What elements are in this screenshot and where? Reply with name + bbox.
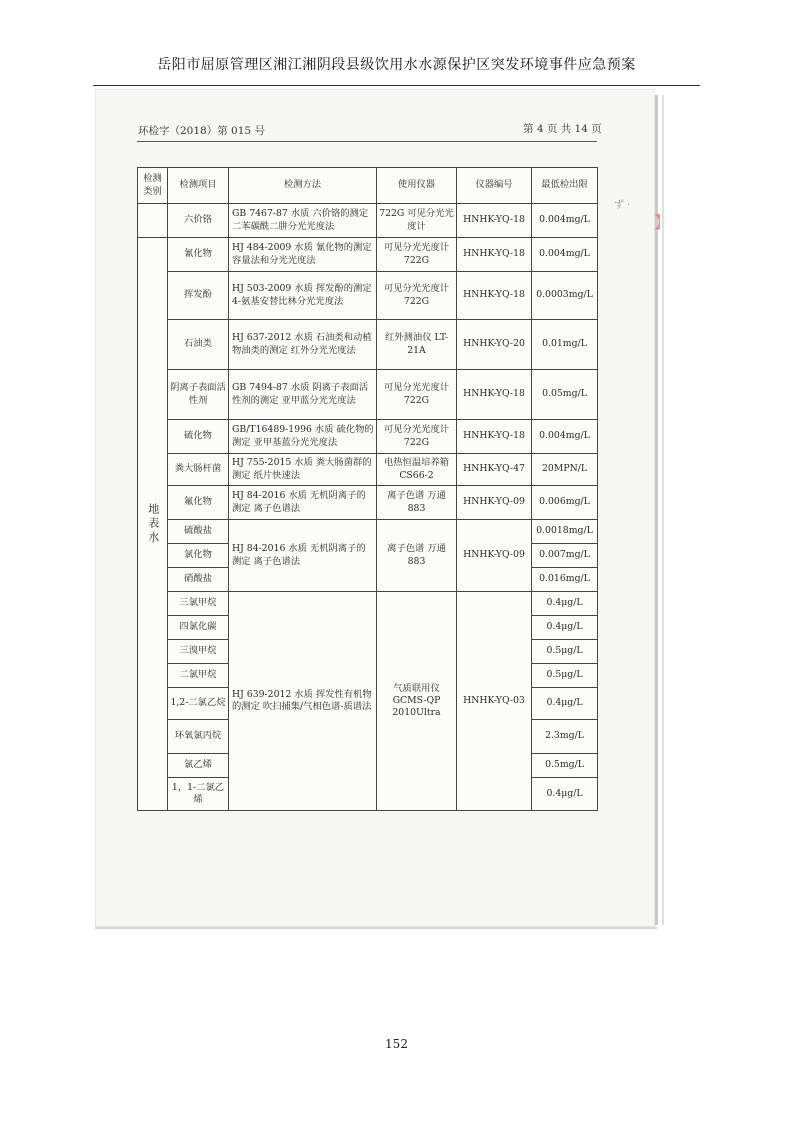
limit-cell: 0.007mg/L <box>532 544 598 568</box>
item-cell: 氟化物 <box>168 486 229 520</box>
method-cell: HJ 639-2012 水质 挥发性有机物的测定 吹扫捕集/气相色谱-质谱法 <box>229 592 377 811</box>
detection-table <box>137 167 598 811</box>
item-cell: 挥发酚 <box>168 272 229 320</box>
code-cell: HNHK-YQ-18 <box>457 272 532 320</box>
header-code: 仪器编号 <box>457 168 532 204</box>
instrument-cell: 可见分光光度计 722G <box>377 370 457 420</box>
instrument-cell: 722G 可见分光光度计 <box>377 204 457 238</box>
red-stamp-fragment: 】 <box>654 213 671 232</box>
method-cell: HJ 84-2016 水质 无机阴离子的测定 离子色谱法 <box>229 486 377 520</box>
item-cell: 四氯化碳 <box>168 616 229 640</box>
header-instrument: 使用仪器 <box>377 168 457 204</box>
code-cell: HNHK-YQ-09 <box>457 486 532 520</box>
limit-cell: 0.05mg/L <box>532 370 598 420</box>
item-cell: 二氯甲烷 <box>168 664 229 688</box>
table-row <box>138 370 598 420</box>
method-cell: HJ 637-2012 水质 石油类和动植物油类的测定 红外分光光度法 <box>229 320 377 370</box>
limit-cell: 2.3mg/L <box>532 720 598 754</box>
instrument-cell: 可见分光光度计 722G <box>377 272 457 320</box>
instrument-cell: 气质联用仪 GCMS-QP 2010Ultra <box>377 592 457 811</box>
report-rule <box>137 141 597 142</box>
method-cell: HJ 503-2009 水质 挥发酚的测定 4-氨基安替比林分光光度法 <box>229 272 377 320</box>
item-cell: 粪大肠杆菌 <box>168 454 229 486</box>
method-cell: GB 7467-87 水质 六价铬的测定 二苯碳酰二肼分光光度法 <box>229 204 377 238</box>
method-cell: GB 7494-87 水质 阴离子表面活性剂的测定 亚甲蓝分光光度法 <box>229 370 377 420</box>
code-cell: HNHK-YQ-09 <box>457 520 532 592</box>
page-number: 152 <box>385 1037 408 1051</box>
code-cell: HNHK-YQ-03 <box>457 592 532 811</box>
item-cell: 1，1-二氯乙烯 <box>168 778 229 811</box>
limit-cell: 0.004mg/L <box>532 420 598 454</box>
page-info: 第 4 页 共 14 页 <box>523 123 602 135</box>
code-cell: HNHK-YQ-18 <box>457 204 532 238</box>
margin-marks: ず · <box>614 200 631 211</box>
item-cell: 硫化物 <box>168 420 229 454</box>
item-cell: 三氯甲烷 <box>168 592 229 616</box>
limit-cell: 0.4μg/L <box>532 778 598 811</box>
code-cell: HNHK-YQ-18 <box>457 420 532 454</box>
limit-cell: 0.5mg/L <box>532 754 598 778</box>
code-cell: HNHK-YQ-18 <box>457 238 532 272</box>
item-cell: 硫酸盐 <box>168 520 229 544</box>
instrument-cell: 离子色谱 万通 883 <box>377 486 457 520</box>
table-header-row <box>138 168 598 204</box>
table-row <box>138 454 598 486</box>
document-header-title: 岳阳市屈原管理区湘江湘阴段县级饮用水水源保护区突发环境事件应急预案 <box>157 57 636 73</box>
instrument-cell: 可见分光光度计 722G <box>377 420 457 454</box>
table-row <box>138 520 598 544</box>
item-cell: 三溴甲烷 <box>168 640 229 664</box>
header-item: 检测项目 <box>168 168 229 204</box>
limit-cell: 0.5μg/L <box>532 664 598 688</box>
table-row <box>138 204 598 238</box>
limit-cell: 0.01mg/L <box>532 320 598 370</box>
limit-cell: 0.0018mg/L <box>532 520 598 544</box>
table-row <box>138 592 598 616</box>
instrument-cell: 离子色谱 万通 883 <box>377 520 457 592</box>
table-row <box>138 238 598 272</box>
item-cell: 氰化物 <box>168 238 229 272</box>
header-divider <box>93 85 700 86</box>
scan-edge-bottom <box>95 927 657 929</box>
report-number: 环检字（2018）第 015 号 <box>138 125 265 137</box>
table-row <box>138 272 598 320</box>
item-cell: 环氧氯丙烷 <box>168 720 229 754</box>
item-cell: 1,2-二氯乙烷 <box>168 688 229 720</box>
item-cell: 阴离子表面活性剂 <box>168 370 229 420</box>
table-row <box>138 320 598 370</box>
item-cell: 六价铬 <box>168 204 229 238</box>
limit-cell: 0.5μg/L <box>532 640 598 664</box>
method-cell: GB/T16489-1996 水质 硫化物的测定 亚甲基蓝分光光度法 <box>229 420 377 454</box>
category-cell-blank <box>138 204 168 238</box>
instrument-cell: 电热恒温培养箱 CS66-2 <box>377 454 457 486</box>
item-cell: 氯化物 <box>168 544 229 568</box>
limit-cell: 0.016mg/L <box>532 568 598 592</box>
code-cell: HNHK-YQ-18 <box>457 370 532 420</box>
limit-cell: 0.4μg/L <box>532 688 598 720</box>
table-row <box>138 486 598 520</box>
limit-cell: 20MPN/L <box>532 454 598 486</box>
table-row <box>138 420 598 454</box>
header-limit: 最低检出限 <box>532 168 598 204</box>
header-method: 检测方法 <box>229 168 377 204</box>
limit-cell: 0.4μg/L <box>532 616 598 640</box>
header-category: 检测类别 <box>138 168 168 204</box>
item-cell: 石油类 <box>168 320 229 370</box>
limit-cell: 0.004mg/L <box>532 238 598 272</box>
limit-cell: 0.4μg/L <box>532 592 598 616</box>
limit-cell: 0.006mg/L <box>532 486 598 520</box>
item-cell: 硝酸盐 <box>168 568 229 592</box>
code-cell: HNHK-YQ-20 <box>457 320 532 370</box>
limit-cell: 0.004mg/L <box>532 204 598 238</box>
method-cell: HJ 84-2016 水质 无机阴离子的测定 离子色谱法 <box>229 520 377 592</box>
instrument-cell: 红外测油仪 LT-21A <box>377 320 457 370</box>
limit-cell: 0.0003mg/L <box>532 272 598 320</box>
category-cell: 地表水 <box>138 238 168 811</box>
item-cell: 氯乙烯 <box>168 754 229 778</box>
code-cell: HNHK-YQ-47 <box>457 454 532 486</box>
method-cell: HJ 755-2015 水质 粪大肠菌群的测定 纸片快速法 <box>229 454 377 486</box>
method-cell: HJ 484-2009 水质 氰化物的测定 容量法和分光光度法 <box>229 238 377 272</box>
instrument-cell: 可见分光光度计 722G <box>377 238 457 272</box>
